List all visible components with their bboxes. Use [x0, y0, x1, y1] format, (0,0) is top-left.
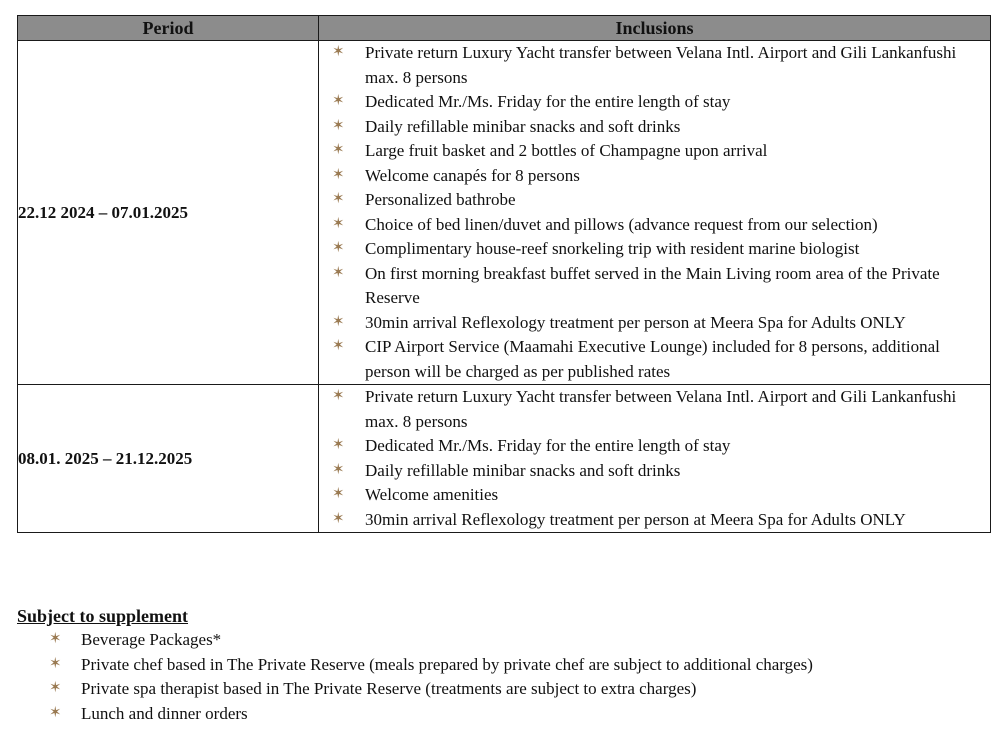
list-item	[319, 311, 990, 336]
list-item-text: Personalized bathrobe	[365, 190, 516, 209]
table-row	[18, 385, 991, 533]
list-item-text: Complimentary house-reef snorkeling trip with resident marine biologist	[365, 239, 860, 258]
list-item-text: CIP Airport Service (Maamahi Executive Lounge) included for 8 persons, additional person will be charged as per published rates	[365, 337, 940, 381]
list-item-text: Daily refillable minibar snacks and soft drinks	[365, 116, 681, 136]
list-item	[17, 702, 992, 727]
list-item-text: Daily refillable minibar snacks and soft drinks	[365, 460, 681, 480]
list-item	[17, 628, 992, 653]
bullet-star-icon: ✶	[332, 166, 345, 183]
bullet-star-icon: ✶	[332, 240, 345, 256]
list-item	[319, 90, 990, 115]
list-item-text: Large fruit basket and 2 bottles of Champagne upon arrival	[365, 141, 768, 160]
bullet-star-icon: ✶	[49, 631, 62, 647]
header-period: Period	[18, 16, 319, 41]
list-item-text: Private return Luxury Yacht transfer between Velana Intl. Airport and Gili Lankanfushi max. 8 persons	[365, 43, 957, 87]
bullet-star-icon: ✶	[49, 704, 62, 721]
supplement-section	[17, 604, 992, 726]
inclusions-cell	[319, 385, 991, 533]
list-item-text: Dedicated Mr./Ms. Friday for the entire length of stay	[365, 436, 731, 455]
bullet-star-icon: ✶	[332, 142, 345, 158]
list-item	[319, 508, 990, 533]
bullet-star-icon: ✶	[332, 215, 345, 232]
list-item	[17, 653, 992, 678]
list-item	[319, 164, 990, 189]
table-row	[18, 41, 991, 385]
bullet-star-icon: ✶	[332, 461, 345, 478]
list-item-text: Welcome amenities	[365, 485, 499, 504]
bullet-star-icon: ✶	[332, 117, 345, 134]
period-cell: 22.12 2024 – 07.01.2025	[18, 41, 319, 385]
bullet-star-icon: ✶	[332, 313, 345, 330]
supplement-list	[17, 628, 992, 726]
list-item-text: Private chef based in The Private Reserve (meals prepared by private chef are subject to additional charges)	[81, 654, 813, 674]
list-item	[319, 139, 990, 164]
bullet-star-icon: ✶	[49, 680, 62, 696]
list-item-text: On first morning breakfast buffet served in the Main Living room area of the Private Reserve	[365, 263, 940, 307]
supplement-title: Subject to supplement	[17, 606, 189, 626]
bullet-star-icon: ✶	[332, 264, 345, 281]
list-item	[319, 237, 990, 262]
bullet-star-icon: ✶	[332, 437, 345, 453]
list-item-text: 30min arrival Reflexology treatment per person at Meera Spa for Adults ONLY	[365, 509, 906, 529]
list-item-text: Choice of bed linen/duvet and pillows (advance request from our selection)	[365, 214, 878, 234]
inclusions-table	[17, 15, 991, 533]
list-item-text: Welcome canapés for 8 persons	[365, 165, 580, 185]
list-item	[319, 385, 990, 434]
bullet-star-icon: ✶	[332, 510, 345, 527]
list-item-text: Beverage Packages*	[81, 630, 222, 649]
period-cell: 08.01. 2025 – 21.12.2025	[18, 385, 319, 533]
bullet-star-icon: ✶	[332, 486, 345, 502]
bullet-star-icon: ✶	[49, 655, 62, 672]
table-header-row	[18, 16, 991, 41]
list-item-text: 30min arrival Reflexology treatment per person at Meera Spa for Adults ONLY	[365, 312, 906, 332]
inclusions-cell	[319, 41, 991, 385]
header-inclusions: Inclusions	[319, 16, 991, 41]
bullet-star-icon: ✶	[332, 44, 345, 60]
inclusions-list	[319, 385, 990, 532]
bullet-star-icon: ✶	[332, 191, 345, 207]
list-item	[319, 262, 990, 311]
list-item	[319, 188, 990, 213]
list-item	[17, 677, 992, 702]
inclusions-list	[319, 41, 990, 384]
list-item	[319, 459, 990, 484]
bullet-star-icon: ✶	[332, 338, 345, 354]
list-item	[319, 115, 990, 140]
list-item	[319, 41, 990, 90]
list-item	[319, 335, 990, 384]
list-item-text: Private return Luxury Yacht transfer between Velana Intl. Airport and Gili Lankanfushi max. 8 persons	[365, 387, 957, 431]
list-item	[319, 434, 990, 459]
bullet-star-icon: ✶	[332, 93, 345, 109]
bullet-star-icon: ✶	[332, 388, 345, 404]
list-item-text: Private spa therapist based in The Private Reserve (treatments are subject to extra charges)	[81, 679, 697, 698]
list-item-text: Dedicated Mr./Ms. Friday for the entire length of stay	[365, 92, 731, 111]
list-item	[319, 213, 990, 238]
list-item-text: Lunch and dinner orders	[81, 703, 248, 723]
list-item	[319, 483, 990, 508]
